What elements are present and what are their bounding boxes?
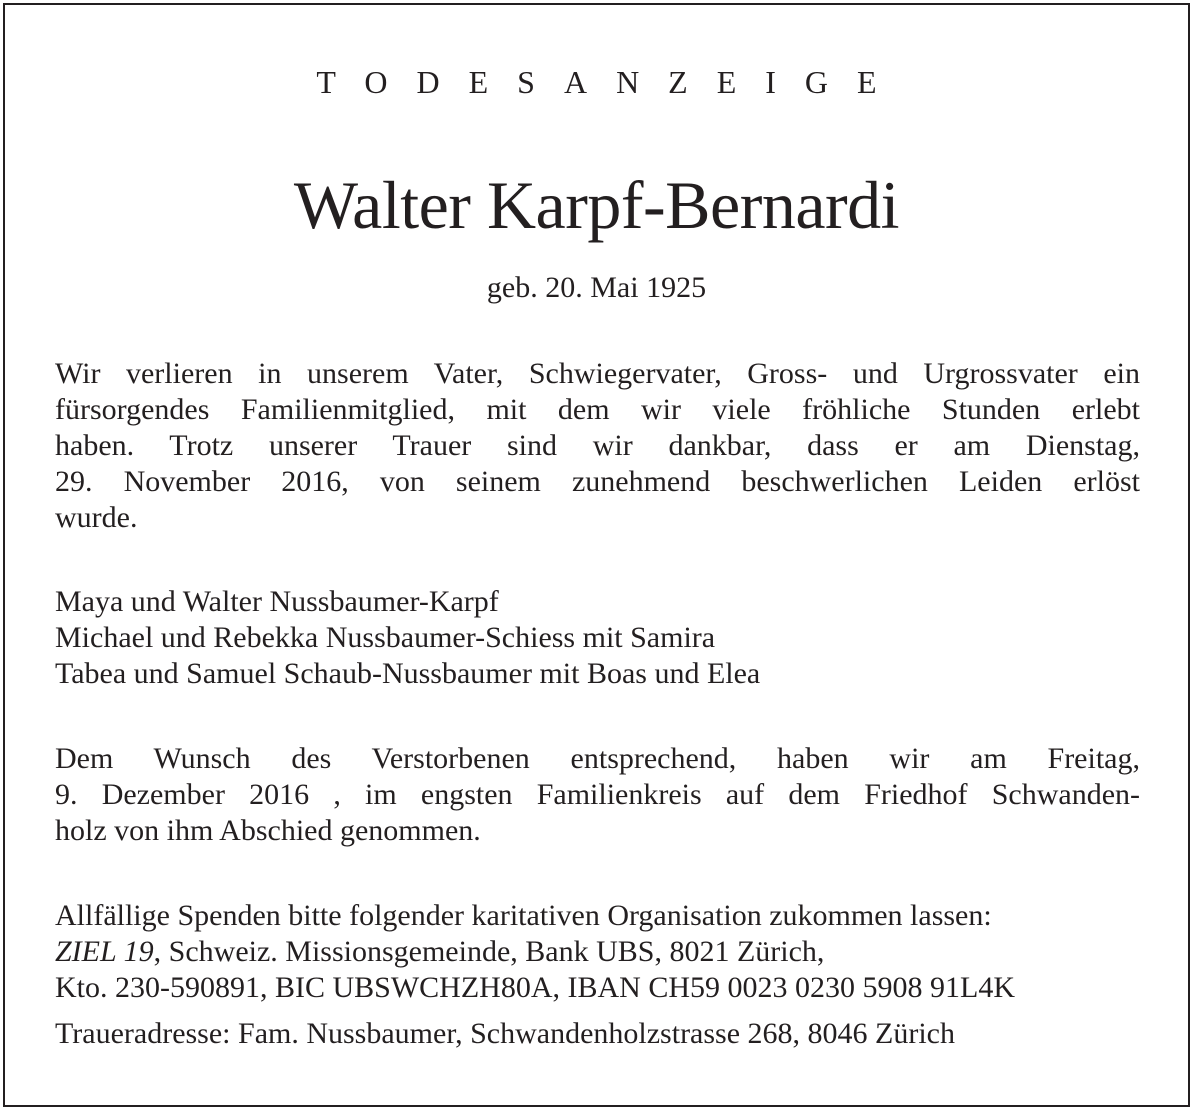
family-list: [55, 584, 1140, 692]
intro-line: Wir verlieren in unserem Vater, Schwiegervater, Gross- und Urgrossvater ein: [55, 357, 1140, 390]
bank-details: Kto. 230-590891, BIC UBSWCHZH80A, IBAN CH59 0023 0230 5908 91L4K: [55, 971, 1015, 1004]
family-member: Michael und Rebekka Nussbaumer-Schiess mit Samira: [55, 621, 716, 654]
organization-details: , Schweiz. Missionsgemeinde, Bank UBS, 8021 Zürich,: [153, 935, 825, 968]
farewell-line: Dem Wunsch des Verstorbenen entsprechend, haben wir am Freitag,: [55, 742, 1140, 775]
intro-line: 29. November 2016, von seinem zunehmend beschwerlichen Leiden erlöst: [55, 465, 1140, 498]
farewell-line: 9. Dezember 2016 , im engsten Familienkreis auf dem Friedhof Schwanden-: [55, 778, 1140, 811]
intro-line: wurde.: [55, 501, 138, 534]
deceased-name: Walter Karpf-Bernardi: [293, 167, 900, 243]
farewell-paragraph: [55, 741, 1140, 849]
donation-line: Allfällige Spenden bitte folgender karitativen Organisation zukommen lassen:: [55, 899, 992, 932]
family-member: Maya und Walter Nussbaumer-Karpf: [55, 585, 499, 618]
intro-line: fürsorgendes Familienmitglied, mit dem wir viele fröhliche Stunden erlebt: [55, 393, 1140, 426]
mourning-address: [55, 1016, 1140, 1052]
intro-paragraph: [55, 356, 1140, 536]
address-line: Traueradresse: Fam. Nussbaumer, Schwandenholzstrasse 268, 8046 Zürich: [55, 1017, 955, 1050]
donation-line: [55, 934, 1140, 970]
donation-paragraph: [55, 898, 1140, 1006]
farewell-line: holz von ihm Abschied genommen.: [55, 814, 481, 847]
intro-line: haben. Trotz unserer Trauer sind wir dankbar, dass er am Dienstag,: [55, 429, 1140, 462]
notice-heading: TODESANZEIGE: [316, 64, 906, 100]
birth-date: geb. 20. Mai 1925: [486, 271, 707, 304]
organization-name: ZIEL 19: [55, 935, 154, 968]
family-member: Tabea und Samuel Schaub-Nussbaumer mit Boas und Elea: [55, 657, 761, 690]
